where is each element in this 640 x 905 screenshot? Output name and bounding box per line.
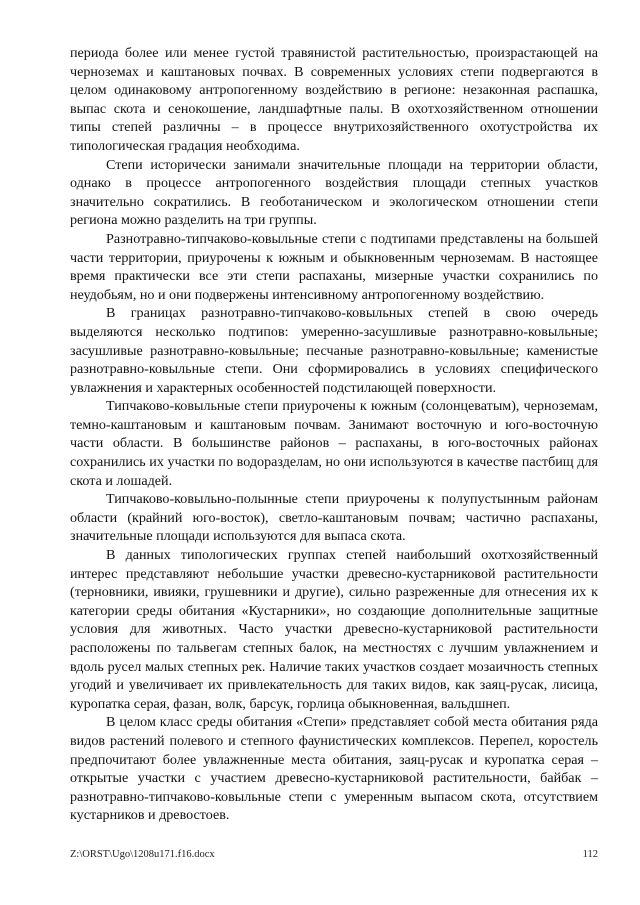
paragraph-6: Типчаково-ковыльно-полынные степи приурочены к полупустынным районам области (крайний юго-восток), светло-каштановым почвам; частично распаханы, значительные площади используются для выпаса скота.	[70, 491, 598, 545]
paragraph-1: периода более или менее густой травянистой растительностью, произрастающей на черноземах и каштановых почвах. В современных условиях степи подвергаются в целом одинаковому антропогенному воздействию в регионе: незаконная распашка, выпас скота и сенокошение, ландшафтные палы. В охотхозяйственном отношении типы степей различны – в процессе внутрихозяйственного охотустройства их типологическая градация необходима.	[70, 45, 598, 154]
document-body	[70, 44, 598, 825]
paragraph-7: В данных типологических группах степей наибольший охотхозяйственный интерес представляют небольшие участки древесно-кустарниковой растительности (терновники, ивияки, грушевники и другие), сильно разреженные для отнесения их к категории среды обитания «Кустарники», но создающие дополнительные защитные условия для животных. Часто участки древесно-кустарниковой растительности расположены по тальвегам степных балок, на местностях с лучшим увлажнением и вдоль русел малых степных рек. Наличие таких участков создает мозаичность степных угодий и увеличивает их привлекательность для таких видов, как заяц-русак, лисица, куропатка серая, фазан, волк, барсук, горлица обыкновенная, вальдшнеп.	[70, 547, 598, 712]
paragraph-4: В границах разнотравно-типчаково-ковыльных степей в свою очередь выделяются несколько подтипов: умеренно-засушливые разнотравно-ковыльные; засушливые разнотравно-ковыльные; песчаные разнотравно-ковыльные; каменистые разнотравно-ковыльные степи. Они сформировались в условиях специфического увлажнения и характерных особенностей подстилающей поверхности.	[70, 305, 598, 396]
paragraph-5: Типчаково-ковыльные степи приурочены к южным (солонцеватым), черноземам, темно-каштановым и каштановым почвам. Занимают восточную и юго-восточную части области. В большинстве районов – распаханы, в юго-восточных районах сохранились их участки по водоразделам, но они используются в качестве пастбищ для скота и лошадей.	[70, 398, 598, 489]
paragraph-3: Разнотравно-типчаково-ковыльные степи с подтипами представлены на большей части территории, приурочены к южным и обыкновенным черноземам. В настоящее время практически все эти степи распаханы, мизерные участки сохранились по неудобьям, но и они подвержены интенсивному антропогенному воздействию.	[70, 230, 598, 303]
paragraph-8: В целом класс среды обитания «Степи» представляет собой места обитания ряда видов растений полевого и степного фаунистических комплексов. Перепел, коростель предпочитают более увлажненные места обитания, заяц-русак и куропатка серая – открытые участки с участием древесно-кустарниковой растительности, байбак – разнотравно-типчаково-ковыльные степи с умеренным выпасом скота, отсутствием кустарников и древостоев.	[70, 714, 598, 824]
footer-file-path: Z:\ORST\Ugo\1208u171.f16.docx	[70, 849, 215, 860]
page-footer	[70, 849, 598, 865]
paragraph-2: Степи исторически занимали значительные площади на территории области, однако в процессе антропогенного воздействия площади степных участков значительно сократились. В геоботаническом и экологическом отношении степи региона можно разделить на три группы.	[70, 156, 598, 229]
footer-page-number: 112	[582, 849, 598, 860]
